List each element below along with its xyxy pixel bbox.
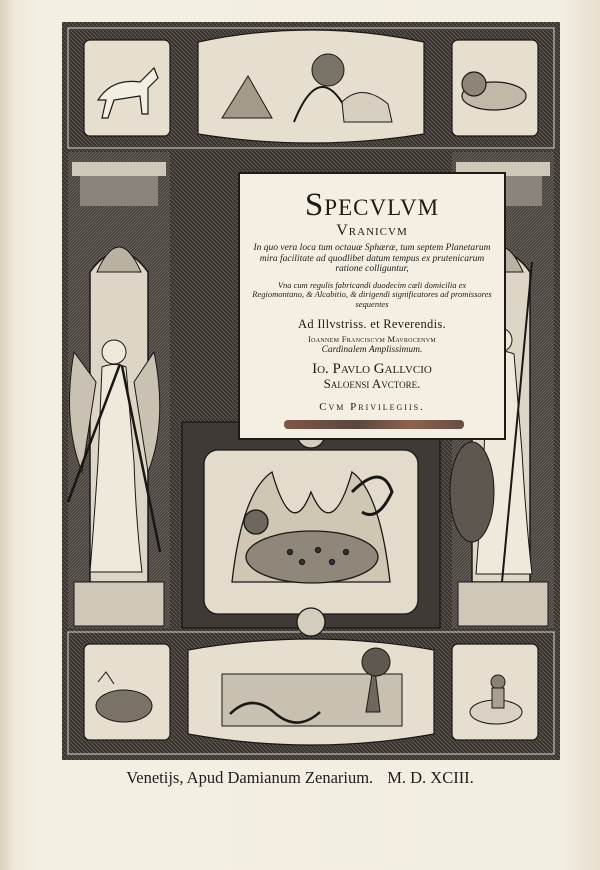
author-name: Io. Pavlo Gallvcio — [312, 361, 432, 377]
book-title: Specvlvm — [304, 187, 440, 223]
ink-blot — [284, 420, 464, 429]
book-subtitle: Vranicvm — [336, 222, 408, 239]
book-description: In quo vera loca tum octauæ Sphæræ, tum septem Planetarum mira facilitate ad quodlibet datum tempus ex prutenicarum ratione colliguntur, — [253, 243, 491, 274]
privilege-line: Cvm Privilegiis. — [319, 401, 425, 413]
dedicatee: Ioannem Franciscvm Mavrocenvm — [308, 334, 436, 344]
imprint-publisher: Venetijs, Apud Damianum Zenarium. — [126, 768, 374, 787]
salamander-cartouche — [182, 420, 440, 636]
title-plate — [238, 172, 506, 440]
author-suffix: Saloensi Avctore. — [323, 376, 421, 391]
engraved-border — [62, 22, 560, 760]
imprint-year: M. D. XCIII. — [387, 768, 474, 787]
imprint — [0, 768, 600, 788]
dedicatee-title: Cardinalem Amplissimum. — [321, 345, 423, 355]
dedication: Ad Illvstriss. et Reverendis. — [298, 317, 446, 331]
book-addendum: Vna cum regulis fabricandi duodecim cæli domicilia ex Regiomontano, & Alcabitio, & dirigendi significatores ad promissores sequentes — [252, 279, 492, 309]
